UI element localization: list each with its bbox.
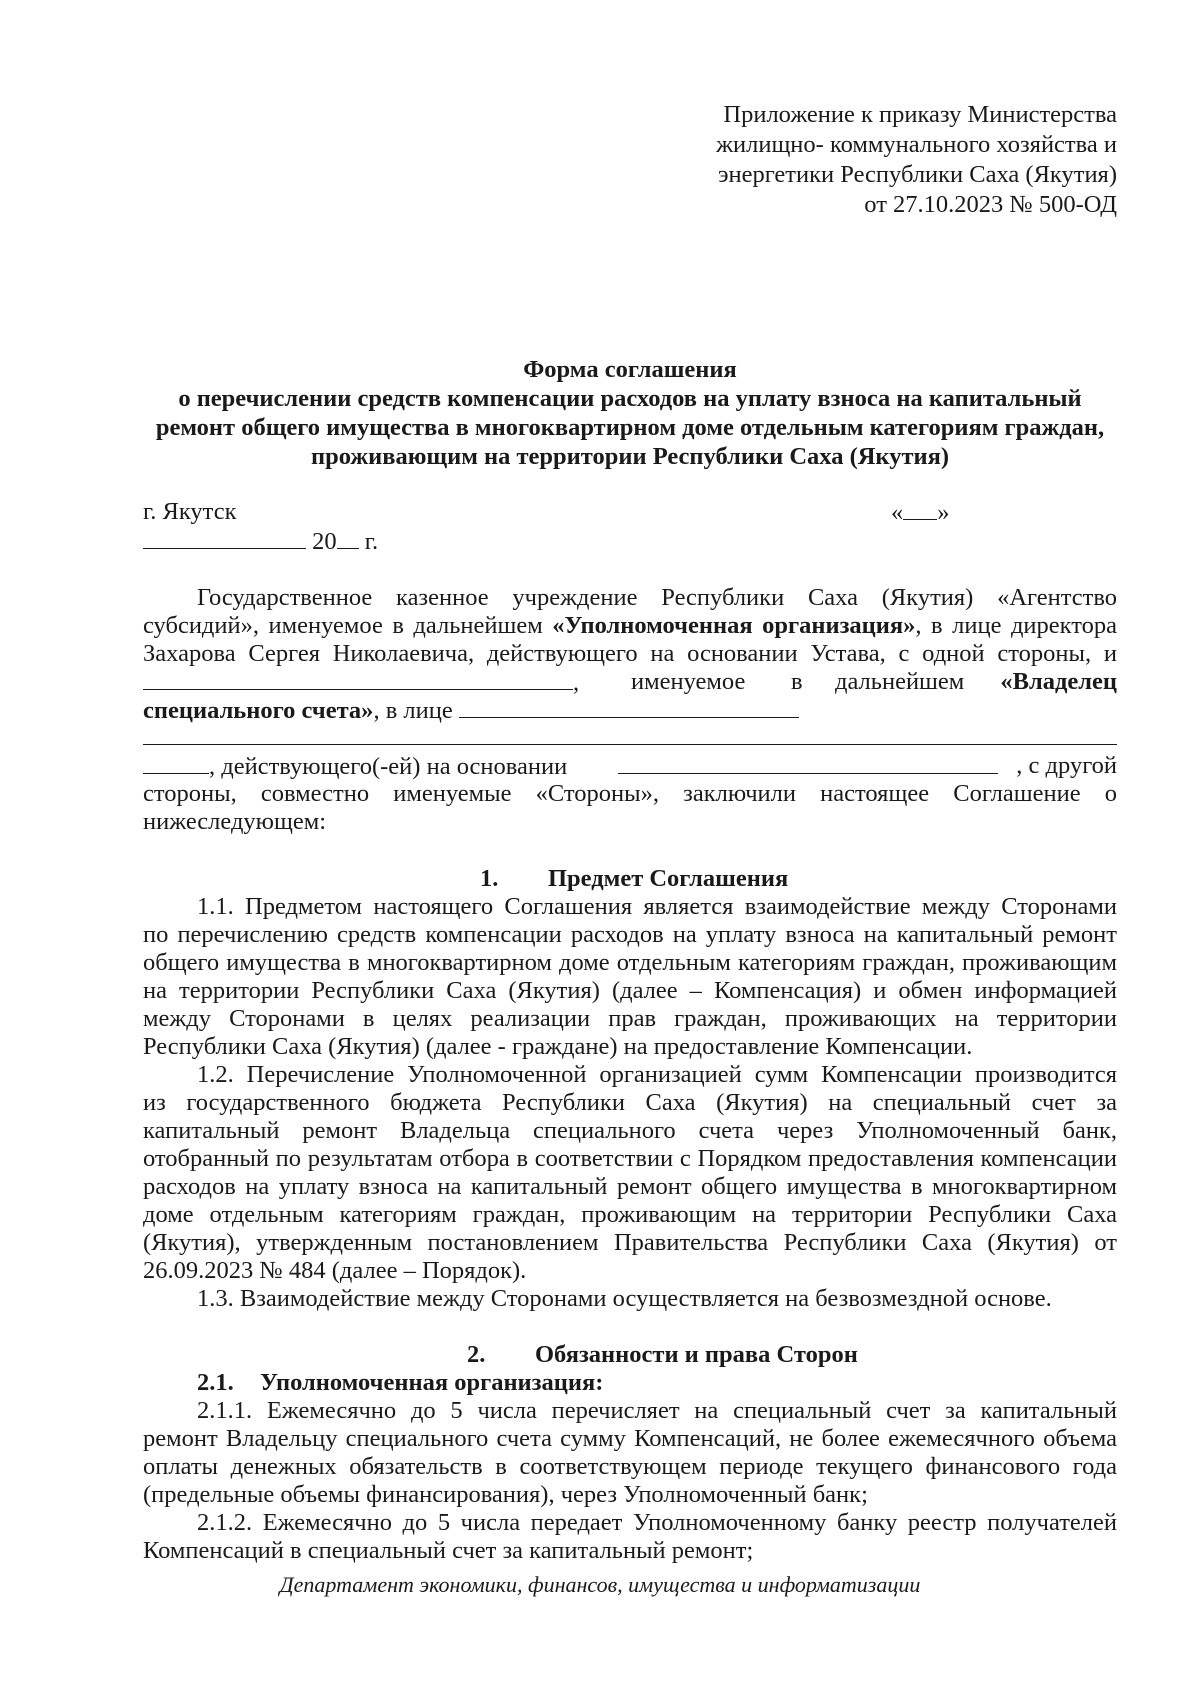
owner-term-start: «Владелец [1000, 668, 1117, 695]
clause-2-1-1-line-2: ремонт Владельцу специального счета сумму Компенсаций, не более ежемесячного объема [143, 1425, 1117, 1452]
year-blank [337, 526, 359, 549]
title-line-4: проживающим на территории Республики Саха (Якутия) [310, 443, 950, 470]
p2-text-c: , в лице директора [915, 612, 1118, 639]
clause-1-2-line-1: 1.2. Перечисление Уполномоченной организацией сумм Компенсации производится [197, 1061, 1117, 1088]
p5-text: , в лице [373, 697, 453, 724]
section-2-title: Обязанности и права Сторон [535, 1341, 858, 1368]
section-1-number: 1. [480, 865, 499, 892]
p7-text-b: , с другой [1016, 752, 1117, 779]
department-footer: Департамент экономики, финансов, имущества и информатизации [279, 1572, 921, 1597]
date-month-year-field [143, 526, 378, 557]
clause-2-1-2-line-2: Компенсаций в специальный счет за капитальный ремонт; [143, 1537, 754, 1564]
title-line-2: о перечислении средств компенсации расходов на уплату взноса на капитальный [178, 385, 1082, 412]
clause-1-1-line-1: 1.1. Предметом настоящего Соглашения является взаимодействие между Сторонами [197, 893, 1117, 920]
subsection-2-1-number: 2.1. [197, 1369, 234, 1396]
preamble-line-2 [143, 611, 1117, 641]
p4-word-2: в [791, 668, 803, 695]
section-2-number: 2. [467, 1341, 486, 1368]
p4-word-1: именуемое [631, 668, 746, 695]
preamble-line-8: стороны, совместно именуемые «Стороны», заключили настоящее Соглашение о [143, 780, 1117, 807]
subsection-2-1-title: Уполномоченная организация: [260, 1369, 604, 1396]
owner-term-end: специального счета» [143, 697, 374, 724]
clause-1-1-line-2: по перечислению средств компенсации расходов на уплату взноса на капитальный ремонт [143, 921, 1117, 948]
clause-1-2-line-4: отобранный по результатам отбора в соответствии с Порядком предоставления компенсации [143, 1145, 1117, 1172]
preamble-line-3: Захарова Сергея Николаевича, действующего на основании Устава, с одной стороны, и [143, 640, 1117, 667]
clause-2-1-2-line-1: 2.1.2. Ежемесячно до 5 числа передает Уполномоченному банку реестр получателей [197, 1509, 1117, 1536]
preamble-line-5 [143, 695, 799, 726]
clause-1-2-line-8: 26.09.2023 № 484 (далее – Порядок). [143, 1257, 527, 1284]
day-blank [903, 497, 937, 520]
clause-1-1-line-4: на территории Республики Саха (Якутия) (далее – Компенсация) и обмен информацией [143, 977, 1117, 1004]
clause-1-2-line-6: доме отдельным категориям граждан, проживающим на территории Республики Саха [143, 1201, 1117, 1228]
clause-2-1-1-line-4: (предельные объемы финансирования), через Уполномоченный банк; [143, 1481, 868, 1508]
quote-open: « [891, 499, 904, 526]
clause-1-1-line-5: между Сторонами в целях реализации прав граждан, проживающих на территории [143, 1005, 1117, 1032]
annex-line-1: Приложение к приказу Министерства [723, 101, 1117, 128]
date-day-field [891, 497, 950, 528]
preamble-line-4 [143, 667, 1117, 698]
owner-name-blank [143, 667, 573, 690]
annex-line-2: жилищно- коммунального хозяйства и [716, 131, 1117, 158]
clause-1-3: 1.3. Взаимодействие между Сторонами осуществляется на безвозмездной основе. [197, 1285, 1052, 1312]
clause-1-1-line-6: Республики Саха (Якутия) (далее - граждане) на предоставление Компенсации. [143, 1033, 973, 1060]
clause-1-2-line-3: капитальный ремонт Владельца специального счета через Уполномоченный банк, [143, 1117, 1117, 1144]
year-prefix: 20 [312, 528, 337, 555]
clause-1-2-line-5: расходов на уплату взноса на капитальный ремонт общего имущества в многоквартирном [143, 1173, 1117, 1200]
p2-text-a: субсидий», именуемое в дальнейшем [143, 612, 553, 639]
title-line-1: Форма соглашения [523, 356, 737, 383]
basis-blank [618, 751, 998, 774]
title-line-3: ремонт общего имущества в многоквартирном доме отдельным категориям граждан, [155, 414, 1105, 441]
representative-blank-line [143, 744, 1117, 745]
quote-close: » [937, 499, 950, 526]
annex-line-3: энергетики Республики Саха (Якутия) [717, 161, 1117, 188]
clause-2-1-1-line-1: 2.1.1. Ежемесячно до 5 числа перечисляет на специальный счет за капитальный [197, 1397, 1117, 1424]
month-blank [143, 526, 306, 549]
clause-1-2-line-7: (Якутия), утвержденным постановлением Правительства Республики Саха (Якутия) от [143, 1229, 1117, 1256]
preamble-line-7 [143, 751, 1117, 782]
p7-text-a: , действующего(-ей) на основании [209, 753, 568, 780]
section-1-title: Предмет Соглашения [548, 865, 789, 892]
clause-1-2-line-2: из государственного бюджета Республики Саха (Якутия) на специальный счет за [143, 1089, 1117, 1116]
p4-comma: , [573, 669, 580, 696]
representative-blank [459, 695, 799, 718]
annex-line-4: от 27.10.2023 № 500-ОД [864, 191, 1117, 218]
preamble-line-1: Государственное казенное учреждение Республики Саха (Якутия) «Агентство [197, 584, 1117, 611]
year-suffix: г. [364, 528, 379, 555]
city: г. Якутск [143, 498, 237, 525]
p4-word-3: дальнейшем [835, 668, 965, 695]
clause-1-1-line-3: общего имущества в многоквартирном доме отдельным категориям граждан, проживающим [143, 949, 1117, 976]
representative-tail-blank [143, 751, 209, 774]
authorized-organization-term: «Уполномоченная организация» [552, 612, 916, 639]
clause-2-1-1-line-3: оплаты денежных обязательств в соответствующем периоде текущего финансового года [143, 1453, 1117, 1480]
preamble-line-9: нижеследующем: [143, 808, 327, 835]
